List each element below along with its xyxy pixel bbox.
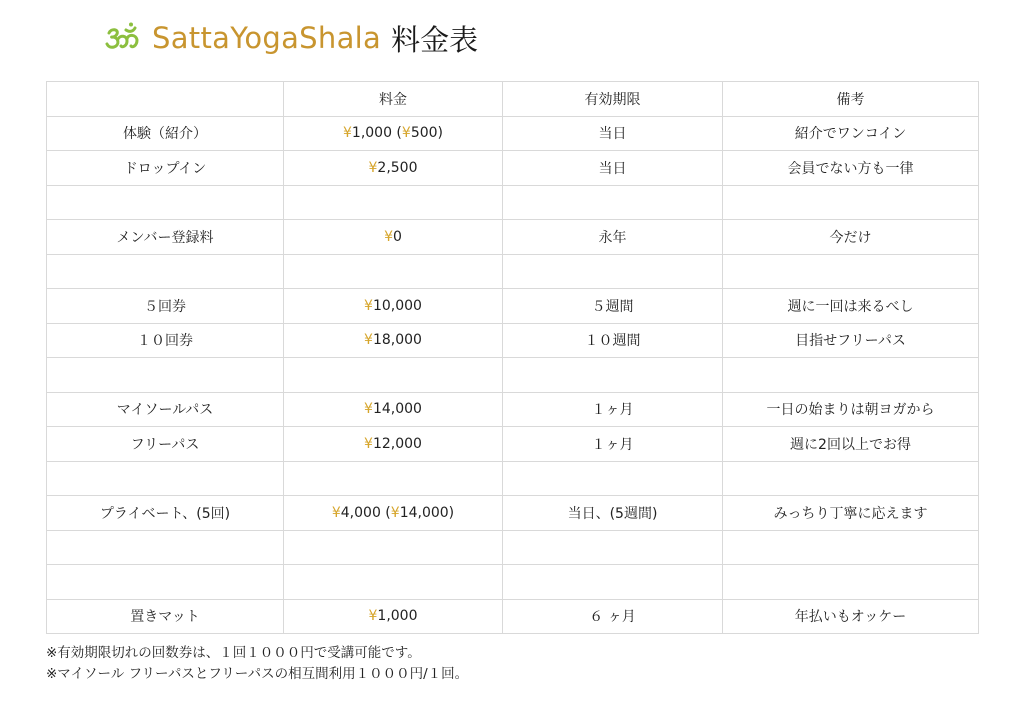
plan-name-cell [47, 565, 284, 600]
plan-name-cell: マイソールパス [47, 392, 284, 427]
price-cell [284, 392, 503, 427]
table-row [47, 185, 979, 220]
note-cell [723, 461, 979, 496]
note-cell: みっちり丁寧に応えます [723, 496, 979, 531]
table-row [47, 254, 979, 289]
note-cell [723, 565, 979, 600]
table-row [47, 530, 979, 565]
column-header-note: 備考 [723, 82, 979, 117]
validity-cell: ６ ヶ月 [503, 599, 723, 634]
table-row [47, 289, 979, 324]
price-cell [284, 151, 503, 186]
note-cell: 一日の始まりは朝ヨガから [723, 392, 979, 427]
table-row [47, 220, 979, 255]
table-row [47, 392, 979, 427]
validity-cell: ５週間 [503, 289, 723, 324]
table-row [47, 496, 979, 531]
note-cell: 会員でない方も一律 [723, 151, 979, 186]
price-cell [284, 565, 503, 600]
validity-cell [503, 530, 723, 565]
price-table-body [47, 116, 979, 634]
footnote-mysore-freepass: ※マイソール フリーパスとフリーパスの相互間利用１０００円/１回。 [46, 666, 469, 682]
price-amount: 18,000 [372, 332, 422, 349]
price-amount: 0 [393, 228, 402, 245]
table-row [47, 116, 979, 151]
price-amount: 12,000 [372, 435, 422, 452]
price-table [46, 81, 979, 634]
yen-symbol: ¥ [384, 228, 393, 245]
plan-name-cell [47, 185, 284, 220]
validity-cell: 永年 [503, 220, 723, 255]
price-amount: 2,500 [377, 159, 418, 176]
footnote-expired-tickets: ※有効期限切れの回数券は、１回１０００円で受講可能です。 [46, 645, 421, 661]
plan-name-cell: フリーパス [47, 427, 284, 462]
price-amount: 1,000 ( [351, 125, 402, 142]
column-header-price: 料金 [284, 82, 503, 117]
yen-symbol: ¥ [364, 435, 373, 452]
price-amount: 14,000) [399, 504, 455, 521]
validity-cell: 当日、(5週間) [503, 496, 723, 531]
note-cell: 年払いもオッケー [723, 599, 979, 634]
price-cell [284, 116, 503, 151]
validity-cell [503, 461, 723, 496]
price-cell [284, 185, 503, 220]
price-cell [284, 599, 503, 634]
plan-name-cell: プライベート、(5回) [47, 496, 284, 531]
price-cell [284, 323, 503, 358]
price-amount: 10,000 [372, 297, 422, 314]
header [104, 14, 478, 62]
page-title: 料金表 [391, 22, 479, 57]
validity-cell [503, 565, 723, 600]
table-header-row [47, 82, 979, 117]
plan-name-cell [47, 358, 284, 393]
note-cell [723, 358, 979, 393]
table-row [47, 461, 979, 496]
yen-symbol: ¥ [368, 159, 378, 176]
note-cell [723, 185, 979, 220]
price-amount: 14,000 [372, 401, 422, 418]
note-cell: 週に2回以上でお得 [723, 427, 979, 462]
plan-name-cell: １０回券 [47, 323, 284, 358]
note-cell: 今だけ [723, 220, 979, 255]
table-row [47, 599, 979, 634]
validity-cell: １０週間 [503, 323, 723, 358]
column-header-name [47, 82, 284, 117]
yen-symbol: ¥ [368, 608, 378, 625]
price-amount: 4,000 ( [340, 504, 391, 521]
table-row [47, 151, 979, 186]
price-cell [284, 496, 503, 531]
yen-symbol: ¥ [364, 297, 373, 314]
table-row [47, 565, 979, 600]
validity-cell: １ヶ月 [503, 392, 723, 427]
plan-name-cell [47, 530, 284, 565]
validity-cell [503, 358, 723, 393]
yen-symbol: ¥ [390, 504, 400, 521]
price-cell [284, 254, 503, 289]
plan-name-cell: ５回券 [47, 289, 284, 324]
plan-name-cell [47, 461, 284, 496]
note-cell: 紹介でワンコイン [723, 116, 979, 151]
plan-name-cell: メンバー登録料 [47, 220, 284, 255]
plan-name-cell: 体験（紹介） [47, 116, 284, 151]
table-row [47, 323, 979, 358]
price-cell [284, 289, 503, 324]
column-header-validity: 有効期限 [503, 82, 723, 117]
validity-cell [503, 254, 723, 289]
yen-symbol: ¥ [364, 332, 373, 349]
price-cell [284, 220, 503, 255]
validity-cell: 当日 [503, 116, 723, 151]
om-icon [104, 21, 144, 55]
validity-cell: 当日 [503, 151, 723, 186]
brand-name: SattaYogaShala [152, 21, 382, 55]
plan-name-cell: 置きマット [47, 599, 284, 634]
yen-symbol: ¥ [342, 125, 352, 142]
price-amount: 500) [410, 125, 444, 142]
validity-cell [503, 185, 723, 220]
note-cell: 週に一回は来るべし [723, 289, 979, 324]
price-cell [284, 461, 503, 496]
table-row [47, 358, 979, 393]
note-cell: 目指せフリーパス [723, 323, 979, 358]
yen-symbol: ¥ [401, 125, 411, 142]
plan-name-cell: ドロップイン [47, 151, 284, 186]
price-cell [284, 427, 503, 462]
note-cell [723, 254, 979, 289]
plan-name-cell [47, 254, 284, 289]
validity-cell: １ヶ月 [503, 427, 723, 462]
note-cell [723, 530, 979, 565]
yen-symbol: ¥ [364, 401, 373, 418]
price-cell [284, 530, 503, 565]
price-cell [284, 358, 503, 393]
table-row [47, 427, 979, 462]
price-amount: 1,000 [377, 608, 418, 625]
footnotes [46, 643, 468, 685]
yen-symbol: ¥ [331, 504, 341, 521]
